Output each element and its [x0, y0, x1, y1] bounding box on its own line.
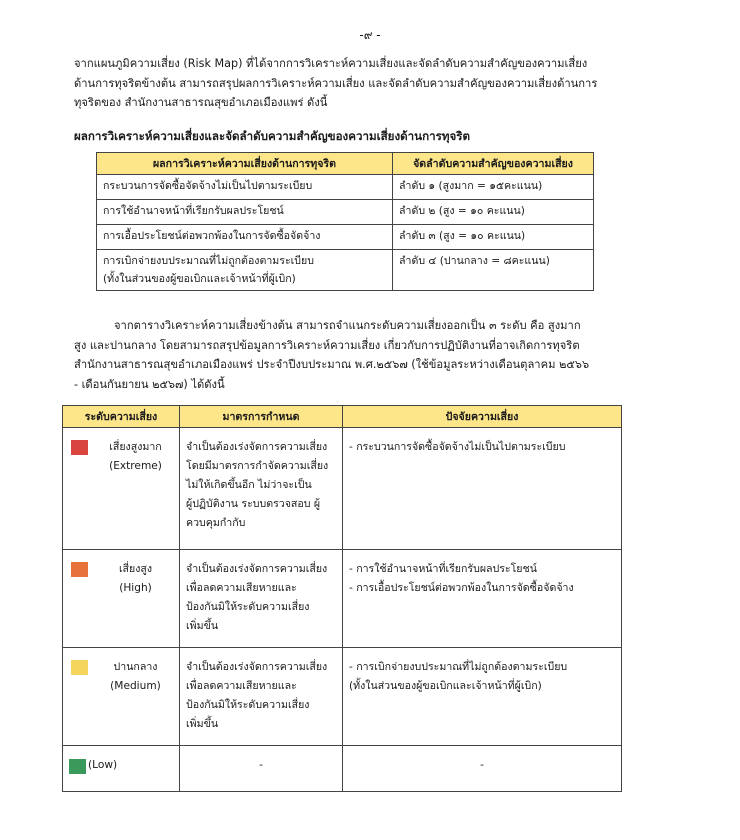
- factor-line: - การเบิกจ่ายงบประมาณที่ไม่ถูกต้องตามระเบียบ: [349, 661, 568, 673]
- risk-text-line2: (ทั้งในส่วนของผู้ขอเบิกและเจ้าหน้าที่ผู้เบิก): [103, 273, 296, 285]
- summary-line: จากตารางวิเคราะห์ความเสี่ยงข้างต้น สามารถจำแนกระดับความเสี่ยงออกเป็น ๓ ระดับ คือ สูงมาก: [114, 319, 581, 332]
- summary-line: สำนักงานสาธารณสุขอำเภอเมืองแพร่ ประจำปีงบประมาณ พ.ศ.๒๕๖๗ (ใช้ข้อมูลระหว่างเดือนตุลาคม ๒๕๖๖: [74, 358, 590, 371]
- high-color-swatch: [71, 562, 88, 577]
- table-row: [63, 648, 622, 746]
- factor-cell: [343, 648, 622, 746]
- factor-line: - กระบวนการจัดซื้อจัดจ้างไม่เป็นไปตามระเบียบ: [349, 441, 566, 453]
- column-header: ปัจจัยความเสี่ยง: [343, 406, 622, 428]
- table-row: [97, 200, 594, 225]
- measure-cell: [180, 648, 343, 746]
- measure-line: ไม่ให้เกิดขึ้นอีก ไม่ว่าจะเป็น: [186, 479, 312, 491]
- table-row: [97, 175, 594, 200]
- extreme-color-swatch: [71, 440, 88, 455]
- measure-line: เพื่อลดความเสียหายและ: [186, 582, 297, 594]
- risk-cell: การเอื้อประโยชน์ต่อพวกพ้องในการจัดซื้อจัดจ้าง: [97, 225, 393, 250]
- level-label: เสี่ยงสูง: [118, 563, 153, 575]
- risk-ranking-table: [96, 152, 594, 291]
- level-cell: [63, 648, 180, 746]
- level-label: เสี่ยงสูงมาก: [109, 441, 162, 453]
- section-heading: ผลการวิเคราะห์ความเสี่ยงและจัดลำดับความสำคัญของความเสี่ยงด้านการทุจริต: [74, 129, 471, 143]
- factor-cell: -: [343, 746, 622, 792]
- level-label: ปานกลาง: [113, 661, 158, 673]
- measure-cell: -: [180, 746, 343, 792]
- factor-line: - การใช้อำนาจหน้าที่เรียกรับผลประโยชน์: [349, 563, 537, 575]
- table-row: [63, 746, 622, 792]
- column-header: ผลการวิเคราะห์ความเสี่ยงด้านการทุจริต: [97, 153, 393, 175]
- risk-level-table: [62, 405, 622, 792]
- rank-cell: ลำดับ ๓ (สูง = ๑๐ คะแนน): [393, 225, 594, 250]
- measure-line: โดยมีมาตรการกำจัดความเสี่ยง: [186, 460, 329, 472]
- table-row: [97, 225, 594, 250]
- factor-line: (ทั้งในส่วนของผู้ขอเบิกและเจ้าหน้าที่ผู้เบิก): [349, 680, 542, 692]
- rank-cell: ลำดับ ๑ (สูงมาก = ๑๕คะแนน): [393, 175, 594, 200]
- measure-line: เพิ่มขึ้น: [186, 620, 219, 632]
- level-label-en: (Extreme): [109, 460, 162, 472]
- table-header-row: [97, 153, 594, 175]
- measure-line: จำเป็นต้องเร่งจัดการความเสี่ยง: [186, 441, 328, 453]
- risk-text: การเบิกจ่ายงบประมาณที่ไม่ถูกต้องตามระเบียบ: [103, 255, 314, 267]
- measure-cell: [180, 428, 343, 550]
- factor-line: - การเอื้อประโยชน์ต่อพวกพ้องในการจัดซื้อจัดจ้าง: [349, 582, 574, 594]
- table-row: [97, 250, 594, 291]
- level-label-en: (Low): [88, 759, 118, 771]
- measure-line: ป้องกันมิให้ระดับความเสี่ยง: [186, 699, 310, 711]
- intro-paragraph: [74, 54, 622, 113]
- table-row: [63, 428, 622, 550]
- factor-cell: [343, 428, 622, 550]
- rank-cell: ลำดับ ๒ (สูง = ๑๐ คะแนน): [393, 200, 594, 225]
- rank-cell: ลำดับ ๔ (ปานกลาง = ๘คะแนน): [393, 250, 594, 291]
- risk-cell: การใช้อำนาจหน้าที่เรียกรับผลประโยชน์: [97, 200, 393, 225]
- measure-line: ผู้ปฏิบัติงาน ระบบตรวจสอบ ผู้: [186, 498, 321, 510]
- intro-line: ทุจริตของ สำนักงานสาธารณสุขอำเภอเมืองแพร่ ดังนี้: [74, 96, 328, 109]
- intro-line: จากแผนภูมิความเสี่ยง (Risk Map) ที่ได้จากการวิเคราะห์ความเสี่ยงและจัดลำดับความสำคัญของความเสี่ยง: [74, 57, 588, 70]
- table-row: [63, 550, 622, 648]
- summary-line: - เดือนกันยายน ๒๕๖๗) ได้ดังนี้: [74, 377, 225, 391]
- level-cell: [63, 428, 180, 550]
- level-cell: [63, 550, 180, 648]
- summary-line: สูง และปานกลาง โดยสามารถสรุปข้อมูลการวิเคราะห์ความเสี่ยง เกี่ยวกับการปฏิบัติงานที่อาจเกิดการทุจริต: [74, 338, 580, 352]
- level-cell: [63, 746, 180, 792]
- factor-cell: [343, 550, 622, 648]
- measure-line: เพิ่มขึ้น: [186, 718, 219, 730]
- intro-line: ด้านการทุจริตข้างต้น สามารถสรุปผลการวิเคราะห์ความเสี่ยง และจัดลำดับความสำคัญของความเสี่ยงด้านการ: [74, 76, 598, 90]
- column-header: มาตรการกำหนด: [180, 406, 343, 428]
- measure-cell: [180, 550, 343, 648]
- risk-cell: [97, 250, 393, 291]
- level-label-en: (Medium): [110, 680, 161, 692]
- measure-line: ป้องกันมิให้ระดับความเสี่ยง: [186, 601, 310, 613]
- low-color-swatch: [69, 759, 86, 774]
- column-header: ระดับความเสี่ยง: [63, 406, 180, 428]
- summary-paragraph: [74, 316, 626, 394]
- measure-line: จำเป็นต้องเร่งจัดการความเสี่ยง: [186, 563, 328, 575]
- measure-line: เพื่อลดความเสียหายและ: [186, 680, 297, 692]
- risk-cell: กระบวนการจัดซื้อจัดจ้างไม่เป็นไปตามระเบียบ: [97, 175, 393, 200]
- column-header: จัดลำดับความสำคัญของความเสี่ยง: [393, 153, 594, 175]
- medium-color-swatch: [71, 660, 88, 675]
- measure-line: ควบคุมกำกับ: [186, 517, 246, 529]
- level-label-en: (High): [119, 582, 152, 594]
- page-number: -๙ -: [359, 28, 381, 42]
- table-header-row: [63, 406, 622, 428]
- measure-line: จำเป็นต้องเร่งจัดการความเสี่ยง: [186, 661, 328, 673]
